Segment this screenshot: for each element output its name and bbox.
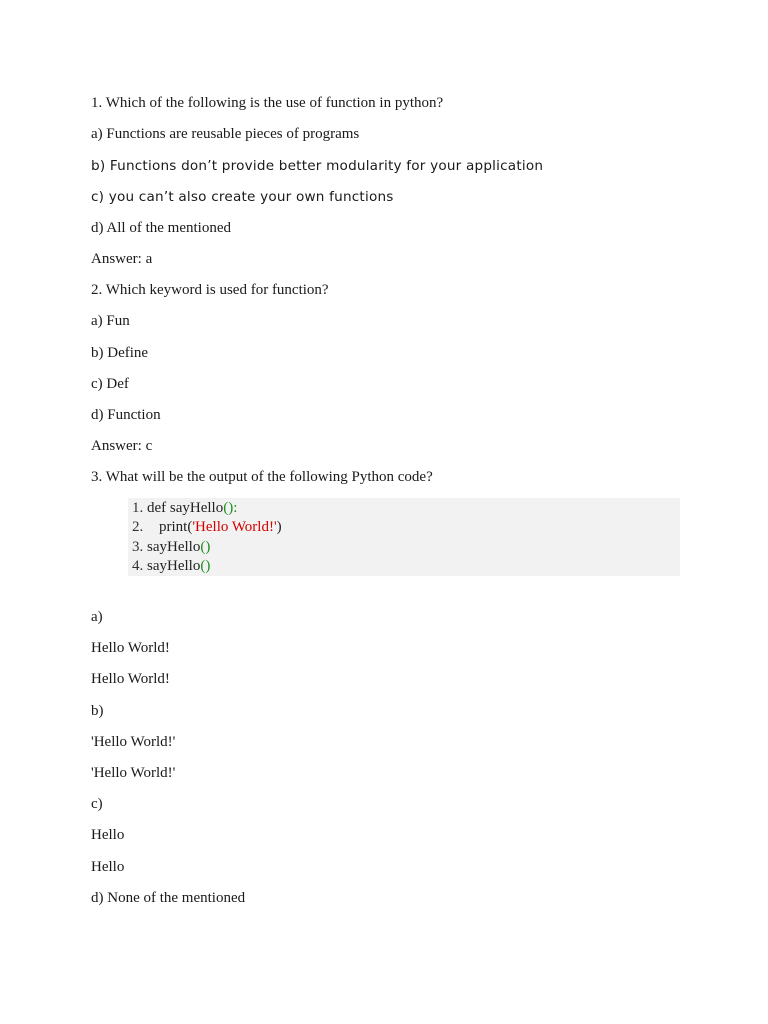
q2-answer: Answer: c (91, 438, 153, 454)
q2-option-d: d) Function (91, 407, 161, 423)
q2-option-c: c) Def (91, 376, 129, 392)
q1-answer: Answer: a (91, 251, 153, 267)
q3-option-a-line-2: Hello World! (91, 671, 170, 687)
q3-option-b-label: b) (91, 703, 104, 719)
question-2: 2. Which keyword is used for function? (91, 282, 329, 298)
q3-option-b-line-1: 'Hello World!' (91, 734, 176, 750)
q1-option-b: b) Functions don’t provide better modularity for your application (91, 158, 544, 174)
code-line-3: 3. sayHello() (132, 539, 211, 555)
code-block (128, 498, 680, 576)
q3-option-d: d) None of the mentioned (91, 890, 246, 906)
code-line-4: 4. sayHello() (132, 558, 211, 574)
q3-option-c-line-1: Hello (91, 827, 125, 843)
q3-option-c-line-2: Hello (91, 859, 125, 875)
q3-option-c-label: c) (91, 796, 103, 812)
q1-option-c: c) you can’t also create your own functions (91, 189, 394, 205)
q2-option-a: a) Fun (91, 313, 130, 329)
q1-option-a: a) Functions are reusable pieces of programs (91, 126, 360, 142)
q1-option-d: d) All of the mentioned (91, 220, 231, 236)
q2-option-b: b) Define (91, 345, 149, 361)
q3-option-b-line-2: 'Hello World!' (91, 765, 176, 781)
question-3: 3. What will be the output of the following Python code? (91, 469, 433, 485)
q3-option-a-label: a) (91, 609, 103, 625)
question-1: 1. Which of the following is the use of function in python? (91, 95, 444, 111)
code-line-1: 1. def sayHello(): (132, 500, 238, 516)
q3-option-a-line-1: Hello World! (91, 640, 170, 656)
code-line-2: 2. print('Hello World!') (132, 519, 282, 535)
